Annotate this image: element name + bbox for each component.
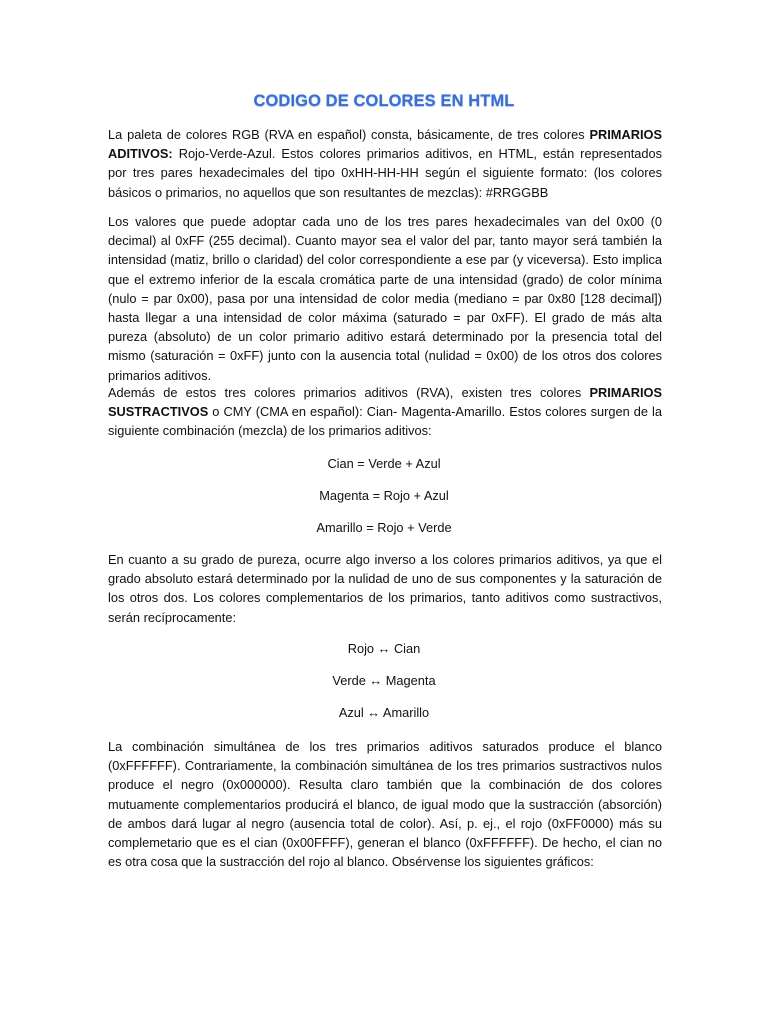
paragraph-rgb-intro: [108, 125, 662, 202]
paragraph-hex-values: Los valores que puede adoptar cada uno de los tres pares hexadecimales van del 0x00 (0 decimal) al 0xFF (255 decimal). Cuanto mayor sea el valor del par, tanto mayor será también la intensidad (matiz, brillo o claridad) del color correspondiente a ese par (y viceversa). Esto implica que el extremo inferior de la escala cromática parte de una intensidad (grado) de color mínima (nulo = par 0x00), pasa por una intensidad de color media (mediano = par 0x80 [128 decimal]) hasta llegar a una intensidad de color máxima (saturado = par 0xFF). El grado de más alta pureza (absoluto) de un color primario aditivo estará determinado por la presencia total del mismo (saturación = 0xFF) junto con la ausencia total (nulidad = 0x00) de los otros dos colores primarios aditivos.: [108, 214, 662, 383]
bold-term-primarios-sustractivos: PRIMARIOS SUSTRACTIVOS: [108, 385, 662, 420]
paragraph-combination: La combinación simultánea de los tres primarios aditivos saturados produce el blanco (0xFFFFFF). Contrariamente, la combinación simultánea de los tres primarios sustractivos nulos produce el negro (0x000000). Resulta claro también que la combinación de dos colores mutuamente complementarios producirá el blanco, de igual modo que la sustracción (absorción) de ambos dará lugar al negro (ausencia total de color). Así, p. ej., el rojo (0xFF0000) más su complemetario que es el cian (0x00FFFF), generan el blanco (0xFFFFFF). De hecho, el cian no es otra cosa que la sustracción del rojo al blanco. Obsérvense los siguientes gráficos:: [108, 739, 662, 870]
document-title: CODIGO DE COLORES EN HTML: [253, 92, 515, 110]
bold-term-primarios-aditivos: PRIMARIOS ADITIVOS:: [108, 127, 662, 162]
paragraph-subtractive-intro: [108, 383, 662, 441]
paragraph-text: o CMY (CMA en español): Cian- Magenta-Amarillo. Estos colores surgen de la siguiente combinación (mezcla) de los primarios aditivos:: [108, 404, 662, 439]
paragraph-text: Además de estos tres colores primarios aditivos (RVA), existen tres colores: [108, 385, 590, 400]
paragraph-purity: En cuanto a su grado de pureza, ocurre algo inverso a los colores primarios aditivos, ya que el grado absoluto estará determinado por la nulidad de uno de sus componentes y la saturación de los otros dos. Los colores complementarios de los primarios, tanto aditivos como sustractivos, serán recíprocamente:: [108, 552, 662, 625]
equation-amarillo: Amarillo = Rojo + Verde: [316, 520, 452, 535]
complement-azul-amarillo: Azul ↔ Amarillo: [338, 705, 430, 720]
paragraph-text: Rojo-Verde-Azul. Estos colores primarios aditivos, en HTML, están representados por tres pares hexadecimales del tipo 0xHH-HH-HH según el siguiente formato: (los colores básicos o primarios, no aquellos que son resultantes de mezclas): #RRGGBB: [108, 146, 662, 200]
complement-verde-magenta: Verde ↔ Magenta: [332, 673, 436, 688]
equation-cian: Cian = Verde + Azul: [327, 456, 441, 471]
paragraph-text: La paleta de colores RGB (RVA en español) consta, básicamente, de tres colores: [108, 127, 590, 142]
complement-rojo-cian: Rojo ↔ Cian: [347, 641, 421, 656]
equation-magenta: Magenta = Rojo + Azul: [319, 488, 449, 503]
